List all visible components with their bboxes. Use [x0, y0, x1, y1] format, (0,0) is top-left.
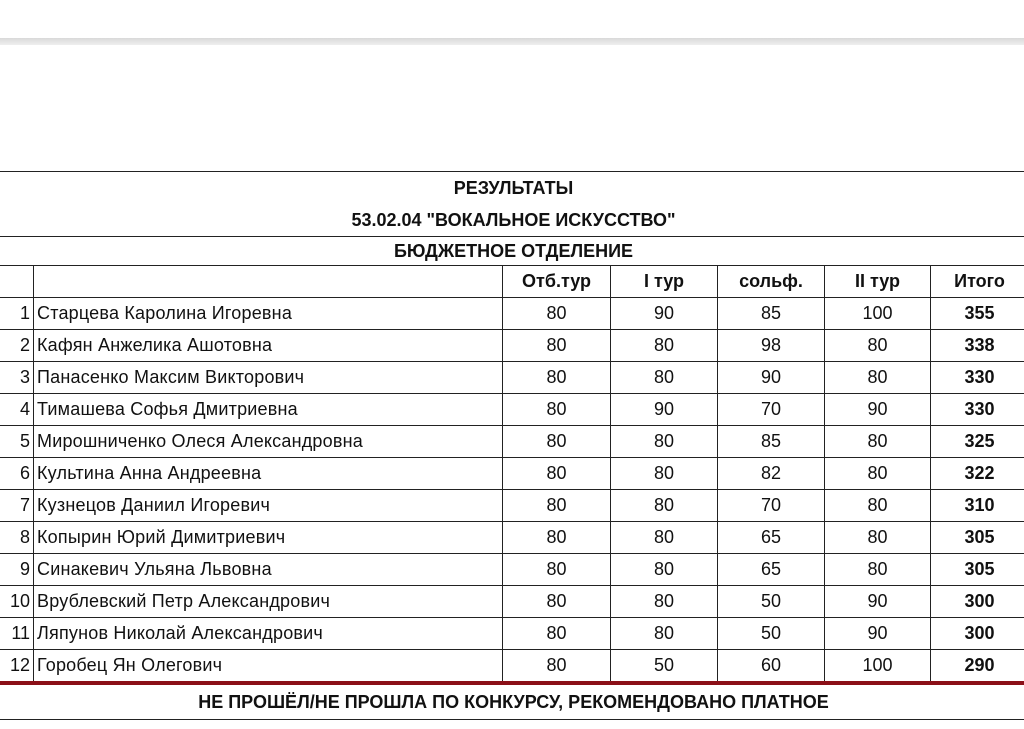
score-solfeggio: 50: [718, 618, 825, 650]
score-total: 305: [931, 522, 1024, 554]
row-number: 7: [0, 490, 34, 522]
header-number-cell: [0, 266, 34, 298]
specialty-title: 53.02.04 "ВОКАЛЬНОЕ ИСКУССТВО": [0, 204, 1024, 237]
title-row: [0, 172, 1024, 205]
results-rows: [0, 298, 1024, 684]
row-number: 10: [0, 586, 34, 618]
row-number: 1: [0, 298, 34, 330]
score-solfeggio: 98: [718, 330, 825, 362]
row-number: 5: [0, 426, 34, 458]
row-number: 12: [0, 650, 34, 684]
score-solfeggio: 65: [718, 522, 825, 554]
applicant-name: Старцева Каролина Игоревна: [34, 298, 503, 330]
note-row: [0, 683, 1024, 720]
score-solfeggio: 90: [718, 362, 825, 394]
applicant-name: Врублевский Петр Александрович: [34, 586, 503, 618]
score-total: 355: [931, 298, 1024, 330]
score-tur-2: 80: [825, 330, 931, 362]
score-tur-1: 90: [611, 394, 718, 426]
score-otb-tur: 80: [503, 458, 611, 490]
applicant-name: Мирошниченко Олеся Александровна: [34, 426, 503, 458]
score-otb-tur: 80: [503, 586, 611, 618]
score-total: 338: [931, 330, 1024, 362]
applicant-name: Кафян Анжелика Ашотовна: [34, 330, 503, 362]
score-tur-1: 80: [611, 362, 718, 394]
table-row: [0, 650, 1024, 684]
applicant-name: Копырин Юрий Димитриевич: [34, 522, 503, 554]
score-solfeggio: 60: [718, 650, 825, 684]
row-number: 3: [0, 362, 34, 394]
score-otb-tur: 80: [503, 362, 611, 394]
score-tur-2: 80: [825, 426, 931, 458]
score-tur-2: 80: [825, 554, 931, 586]
score-tur-2: 80: [825, 458, 931, 490]
header-otb-tur: Отб.тур: [503, 266, 611, 298]
score-solfeggio: 85: [718, 426, 825, 458]
row-number: 2: [0, 330, 34, 362]
score-total: 300: [931, 618, 1024, 650]
score-tur-1: 80: [611, 426, 718, 458]
score-solfeggio: 85: [718, 298, 825, 330]
table-row: [0, 522, 1024, 554]
score-total: 330: [931, 362, 1024, 394]
score-solfeggio: 82: [718, 458, 825, 490]
score-otb-tur: 80: [503, 330, 611, 362]
applicant-name: Культина Анна Андреевна: [34, 458, 503, 490]
table-row: [0, 298, 1024, 330]
score-tur-1: 80: [611, 618, 718, 650]
score-tur-2: 80: [825, 362, 931, 394]
score-solfeggio: 65: [718, 554, 825, 586]
score-tur-2: 80: [825, 490, 931, 522]
score-otb-tur: 80: [503, 426, 611, 458]
table-row: [0, 586, 1024, 618]
score-solfeggio: 50: [718, 586, 825, 618]
score-tur-1: 90: [611, 298, 718, 330]
table-row: [0, 490, 1024, 522]
header-solfeggio: сольф.: [718, 266, 825, 298]
score-tur-1: 80: [611, 330, 718, 362]
score-tur-2: 100: [825, 650, 931, 684]
score-total: 290: [931, 650, 1024, 684]
cutoff-note: НЕ ПРОШЁЛ/НЕ ПРОШЛА ПО КОНКУРСУ, РЕКОМЕНДОВАНО ПЛАТНОЕ: [0, 683, 1024, 720]
score-tur-1: 80: [611, 458, 718, 490]
page-title: РЕЗУЛЬТАТЫ: [0, 172, 1024, 205]
results-table: [0, 171, 1024, 720]
table-row: [0, 458, 1024, 490]
score-otb-tur: 80: [503, 522, 611, 554]
applicant-name: Ляпунов Николай Александрович: [34, 618, 503, 650]
score-tur-1: 80: [611, 522, 718, 554]
score-tur-2: 90: [825, 586, 931, 618]
score-otb-tur: 80: [503, 618, 611, 650]
row-number: 6: [0, 458, 34, 490]
score-solfeggio: 70: [718, 394, 825, 426]
applicant-name: Панасенко Максим Викторович: [34, 362, 503, 394]
score-tur-2: 90: [825, 394, 931, 426]
table-row: [0, 554, 1024, 586]
score-total: 305: [931, 554, 1024, 586]
score-tur-2: 80: [825, 522, 931, 554]
applicant-name: Синакевич Ульяна Львовна: [34, 554, 503, 586]
table-row: [0, 362, 1024, 394]
score-otb-tur: 80: [503, 298, 611, 330]
header-tur-1: I тур: [611, 266, 718, 298]
table-row: [0, 618, 1024, 650]
header-total: Итого: [931, 266, 1024, 298]
header-tur-2: II тур: [825, 266, 931, 298]
applicant-name: Кузнецов Даниил Игоревич: [34, 490, 503, 522]
score-total: 322: [931, 458, 1024, 490]
table-row: [0, 426, 1024, 458]
table-row: [0, 394, 1024, 426]
score-otb-tur: 80: [503, 554, 611, 586]
subtitle-row: [0, 204, 1024, 237]
department-label: БЮДЖЕТНОЕ ОТДЕЛЕНИЕ: [0, 237, 1024, 266]
table-row: [0, 330, 1024, 362]
score-tur-1: 80: [611, 554, 718, 586]
score-otb-tur: 80: [503, 490, 611, 522]
score-otb-tur: 80: [503, 394, 611, 426]
score-solfeggio: 70: [718, 490, 825, 522]
score-tur-1: 50: [611, 650, 718, 684]
applicant-name: Тимашева Софья Дмитриевна: [34, 394, 503, 426]
row-number: 4: [0, 394, 34, 426]
score-total: 310: [931, 490, 1024, 522]
applicant-name: Горобец Ян Олегович: [34, 650, 503, 684]
row-number: 11: [0, 618, 34, 650]
header-name-cell: [34, 266, 503, 298]
score-tur-2: 90: [825, 618, 931, 650]
score-tur-1: 80: [611, 490, 718, 522]
score-otb-tur: 80: [503, 650, 611, 684]
score-tur-2: 100: [825, 298, 931, 330]
header-row: [0, 266, 1024, 298]
row-number: 8: [0, 522, 34, 554]
department-row: [0, 237, 1024, 266]
row-number: 9: [0, 554, 34, 586]
score-tur-1: 80: [611, 586, 718, 618]
score-total: 300: [931, 586, 1024, 618]
score-total: 330: [931, 394, 1024, 426]
score-total: 325: [931, 426, 1024, 458]
top-divider-bar: [0, 38, 1024, 45]
